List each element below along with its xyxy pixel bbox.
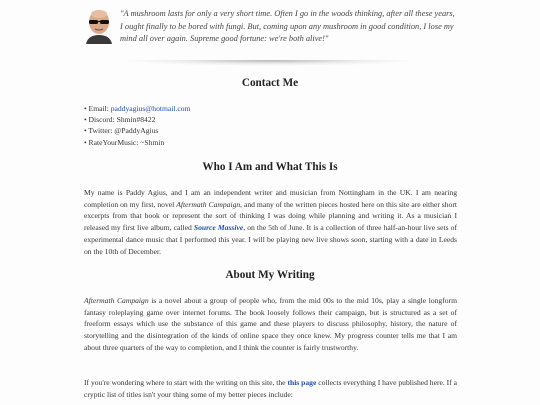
this-page-link[interactable]: this page	[287, 378, 317, 387]
email-link[interactable]: paddyagius@hotmail.com	[110, 104, 191, 113]
avatar	[84, 8, 114, 44]
about-text-1: My name is Paddy Agius, and I am an independent writer and musician from Nottingham in the UK. I am nearing completion on my first, novel	[84, 188, 457, 209]
about-text-3: , on the 5th of June. It is a collection of three half-an-hour live sets of experimental dance music that I performed this year. I will be playing new live shows soon, starting with a date in Leeds on the 10th of December.	[84, 223, 457, 256]
about-heading: Who I Am and What This Is	[202, 161, 338, 173]
writing-book-title: Aftermath Campaign	[84, 296, 149, 305]
about-text-2: , and many of the written pieces hosted here on this site are either short excerpts from that book or represent the sort of thinking I was doing while planning and writing it. As a musician I released my first live album, called	[84, 199, 457, 233]
contact-twitter: • Twitter: @PaddyAgius	[84, 126, 159, 136]
writing-heading: About My Writing	[225, 269, 315, 281]
contact-discord: • Discord: Shmin#8422	[84, 115, 156, 125]
writing-text-2b: collects everything I have published here. If a cryptic list of titles isn't your thing some of my better pieces include:	[84, 378, 458, 399]
contact-rym: • RateYourMusic: ~Shmin	[84, 137, 165, 147]
divider	[120, 60, 420, 66]
writing-text-2a: If you're wondering where to start with the writing on this site, the	[84, 378, 288, 387]
contact-email-label: • Email:	[84, 104, 111, 113]
contact-heading: Contact Me	[241, 77, 299, 89]
contact-list	[84, 103, 190, 148]
book-title: Aftermath Campaign	[176, 199, 241, 209]
writing-paragraph-1	[84, 295, 457, 354]
album-link[interactable]: Source Massive	[193, 223, 244, 233]
header-quote: "A mushroom lasts for only a very short time. Often I go in the woods thinking, after all these years, I ought finally to be bored with fungi. But, coming upon any mushroom in good condition, I lose my mind all over again. Supreme good fortune: we're both alive!"	[120, 9, 455, 44]
writing-text-1: is a novel about a group of people who, from the mid 00s to the mid 10s, play a single longform fantasy roleplaying game over internet forums. The book loosely follows their campaign, but is structured as a set of freeform essays which use the substance of this game and these players to discuss philosophy, history, the nature of storytelling and the disintegration of the kinds of online space they once knew. My progress counter tells me that I am about three quarters of the way to completion, and I think the counter is fairly trustworthy.	[84, 296, 457, 352]
about-paragraph	[84, 187, 457, 257]
contact-email	[84, 103, 190, 114]
writing-paragraph-2	[84, 377, 457, 400]
